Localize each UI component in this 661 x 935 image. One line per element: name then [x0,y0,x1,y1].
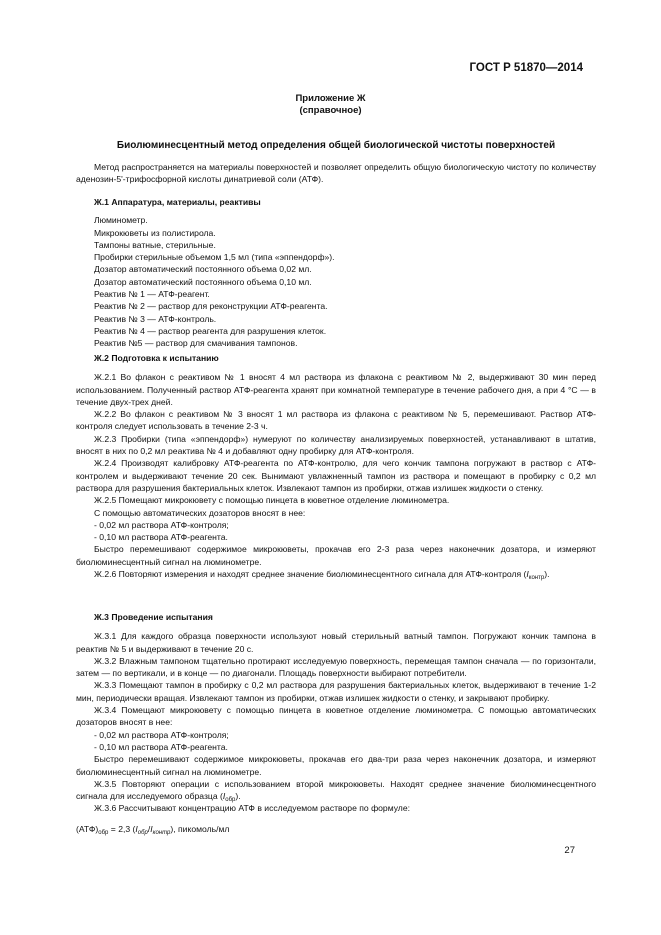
paragraph: - 0,02 мл раствора АТФ-контроля; [94,519,229,530]
section-2-heading: Ж.2 Подготовка к испытанию [94,353,219,363]
paragraph: Ж.3.2 Влажным тампоном тщательно протирают исследуемую поверхность, перемещая тампон сначала — по горизонтали, затем — по вертикали, и в конце — по диагонали. Площадь поверхности выбирают потребители. [76,655,596,679]
section-2 [76,352,596,580]
intensity-symbol: I [526,569,529,580]
formula-part: (АТФ) [76,823,99,834]
paragraph-with-symbol [76,568,596,580]
paragraph: - 0,10 мл раствора АТФ-реагента. [94,532,228,543]
symbol-subscript: обр [225,797,236,804]
formula-subscript: обр [98,829,109,836]
paragraph: - 0,10 мл раствора АТФ-реагента. [94,741,228,752]
paragraph: Ж.2.1 Во флакон с реактивом № 1 вносят 4 мл раствора из флакона с реактивом № 2, выдерживают 30 мин перед использованием. Полученный раствор АТФ-реагента хранят при комнатной температуре в течение рабочего дня, а при 4 °С — в течение двух-трех дней. [76,372,596,407]
list-item: Реактив № 2 — раствор для реконструкции АТФ-реагента. [94,301,328,312]
standard-number: ГОСТ Р 51870—2014 [469,62,583,74]
paragraph: Ж.2.2 Во флакон с реактивом № 3 вносят 1 мл раствора из флакона с реактивом № 5, перемешивают. Раствор АТФ-контроля следует использовать в течение 2-3 ч. [76,409,596,432]
section-3-heading: Ж.3 Проведение испытания [94,612,213,622]
paragraph: - 0,02 мл раствора АТФ-контроля; [94,729,229,740]
formula-subscript: контр [152,829,171,836]
annex-subtitle: (справочное) [299,105,362,116]
list-item: Микрокюветы из полистирола. [94,227,216,238]
page-number: 27 [564,845,575,856]
list-item: Реактив № 3 — АТФ-контроль. [94,313,217,324]
intensity-symbol: I [222,791,226,802]
paragraph: Быстро перемешивают содержимое микрокюветы, прокачав его два-три раза через наконечник дозатора, и измеряют биолюминесцентный сигнал на люминометре. [76,754,596,777]
formula-symbol: I [135,823,138,834]
paragraph: Ж.2.5 Помещают микрокювету с помощью пинцета в кюветное отделение люминометра. [94,495,450,506]
symbol-subscript: контр [528,575,545,582]
paragraph: Ж.2.4 Производят калибровку АТФ-реагента по АТФ-контролю, для чего кончик тампона погружают в раствор с АТФ-контролем и выдерживают течение 20 сек. Вынимают увлажненный тампон из раствора и помещают в пробирку с 0,2 мл раствора для разрушения бактериальных клеток. Извлекают тампон из пробирки, отжав излишек жидкости о стенку. [76,458,596,493]
formula-part: = 2,3 ( [108,823,136,834]
intro-paragraph: Метод распространяется на материалы поверхностей и позволяет определить общую биологическую чистоту по количеству аденозин-5'-трифосфорной кислоты динатриевой соли (АТФ). [76,162,596,185]
list-item: Реактив № 1 — АТФ-реагент. [94,289,210,300]
paragraph-text: ). [235,791,241,802]
paragraph: Ж.2.3 Пробирки (типа «эппендорф») нумеруют по количеству анализируемых поверхностей, устанавливают в штатив, вносят в них по 0,2 мл реактива № 4 и добавляют одну пробирку для АТФ-контроля. [76,433,596,457]
paragraph: Ж.3.1 Для каждого образца поверхности используют новый стерильный ватный тампон. Погружают кончик тампона в реактив № 5 и выдерживают в течение 20 с. [76,631,596,654]
annex-title: Приложение Ж [295,93,366,104]
formula-part: ), пикомоль/мл [170,823,230,834]
list-item: Дозатор автоматический постоянного объема 0,10 мл. [94,276,312,287]
list-item: Люминометр. [94,215,148,226]
formula-part: / [147,823,151,834]
formula [76,823,596,835]
paragraph: Ж.3.3 Помещают тампон в пробирку с 0,2 мл раствора для разрушения бактериальных клеток, выдерживают в течение 1-2 мин, периодически вращая. Извлекают тампон из пробирки, отжав излишек жидкости о стенку, и закрывают пробирку. [76,680,596,703]
section-1 [76,196,596,350]
paragraph-with-symbol [76,778,596,803]
list-item: Дозатор автоматический постоянного объема 0,02 мл. [94,264,312,275]
formula-symbol: I [150,823,153,834]
paragraph: Быстро перемешивают содержимое микрокюветы, прокачав его 2-3 раза через наконечник дозатора, и измеряют биолюминесцентный сигнал на люминометре. [76,544,596,567]
list-item: Пробирки стерильные объемом 1,5 мл (типа «эппендорф»). [94,252,335,263]
list-item: Тампоны ватные, стерильные. [94,239,216,250]
list-item: Реактив №5 — раствор для смачивания тампонов. [94,338,298,349]
paragraph-text: Ж.3.5 Повторяют операции с использованием второй микрокюветы. Находят среднее значение биолюминесцентного сигнала для исследуемого образца ( [76,778,596,802]
formula-subscript: обр [137,829,148,836]
section-title: Биолюминесцентный метод определения общей биологической чистоты поверхностей [116,140,556,151]
intro-block [76,161,596,186]
section-3 [76,611,596,835]
paragraph-text: ). [544,569,550,580]
paragraph: Ж.3.4 Помещают микрокювету с помощью пинцета в кюветное отделение люминометра. С помощью автоматических дозаторов вносят в нее: [76,705,596,728]
section-1-heading: Ж.1 Аппаратура, материалы, реактивы [94,197,261,207]
paragraph-text: Ж.2.6 Повторяют измерения и находят среднее значение биолюминесцентного сигнала для АТФ-контроля ( [94,569,527,580]
paragraph: С помощью автоматических дозаторов вносят в нее: [94,507,306,518]
list-item: Реактив № 4 — раствор реагента для разрушения клеток. [94,325,327,336]
paragraph: Ж.3.6 Рассчитывают концентрацию АТФ в исследуемом растворе по формуле: [94,803,410,814]
